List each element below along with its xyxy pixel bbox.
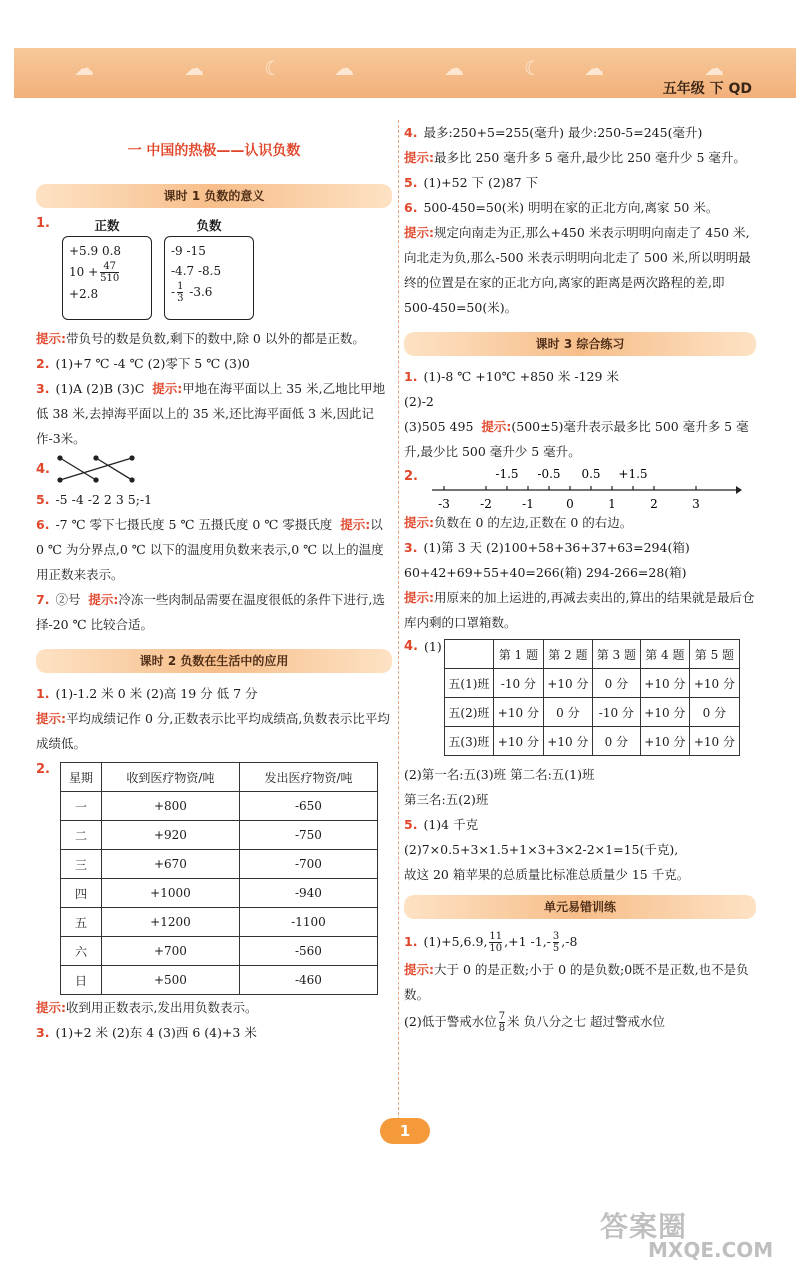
question-c1: 1. (1)-8 ℃ +10℃ +850 米 -129 米: [404, 369, 619, 384]
question-3: 3. (1)A (2)B (3)C 提示:甲地在海平面以上 35 米,乙地比甲地低 38 米,去掉海平面以上的 35 米,还比海平面低 3 米,因此记作-3米。: [36, 381, 386, 446]
point-label: 0.5: [581, 467, 601, 481]
table-cell: +10 分: [494, 727, 544, 756]
section-header: 单元易错训练: [404, 895, 756, 919]
table-cell: 日: [60, 966, 101, 995]
tick-label: -2: [480, 497, 492, 510]
negative-box: -9 -15 -4.7 -8.5 - $\frac{1}{3}$ -3.6: [164, 236, 254, 320]
tip: 提示:收到用正数表示,发出用负数表示。: [36, 1000, 258, 1015]
question-5: 5. -5 -4 -2 2 3 5;-1: [36, 492, 153, 507]
matching-diagram: [56, 454, 136, 484]
table-row: [60, 879, 377, 908]
question-2-2: 2. 星期 收到医疗物资/吨 发出医疗物资/吨 一 +800 -650 二 +920 -750 三 +670 -700 四 +1000 -940 五 +1200 -1100 六 +700 -560 日 +500 -460: [36, 762, 392, 995]
fraction: $\frac{7}{8}$: [498, 1011, 506, 1034]
table-cell: -650: [239, 792, 377, 821]
section-header: 课时 1 负数的意义: [36, 184, 392, 208]
tip: 提示:平均成绩记作 0 分,正数表示比平均成绩高,负数表示比平均成绩低。: [36, 711, 390, 751]
table-header-cell: 发出医疗物资/吨: [239, 763, 377, 792]
table-row: [60, 937, 377, 966]
positive-box: +5.9 0.8 10 + $\frac{47}{510}$ +2.8: [62, 236, 152, 320]
question-c3: 3. (1)第 3 天 (2)100+58+36+37+63=294(箱): [404, 540, 690, 555]
tip: 提示:负数在 0 的左边,正数在 0 的右边。: [404, 515, 633, 530]
table-header-cell: 星期: [60, 763, 101, 792]
tip: 提示:大于 0 的是正数;小于 0 的是负数;0既不是正数,也不是负数。: [404, 962, 749, 1002]
question-e1: 1. (1)+5,6.9, $\frac{11}{10}$ ,+1 -1,- $\frac{3}{5}$ ,-8: [404, 931, 578, 954]
question-2-1: 1. (1)-1.2 米 0 米 (2)高 19 分 低 7 分: [36, 686, 258, 701]
table-cell: 三: [60, 850, 101, 879]
table-cell: 0 分: [543, 698, 593, 727]
arrow-icon: [736, 486, 742, 494]
cloud-icon: ☁: [444, 56, 464, 80]
tick-label: -1: [522, 497, 534, 510]
question-2: 2. (1)+7 ℃ -4 ℃ (2)零下 5 ℃ (3)0: [36, 356, 250, 371]
table-cell: -1100: [239, 908, 377, 937]
cloud-icon: ☁: [74, 56, 94, 80]
table-cell: +700: [101, 937, 239, 966]
point-label: -1.5: [495, 467, 519, 481]
table-header-cell: 第 3 题: [593, 640, 640, 669]
table-cell: +1000: [101, 879, 239, 908]
question-c2: 2. -3 -2 -1 0 1 2 3 -1.5 -0.5 0.5 +1.5: [404, 464, 756, 510]
score-table: [444, 639, 740, 756]
cloud-icon: ☁: [184, 56, 204, 80]
table-header-cell: 收到医疗物资/吨: [101, 763, 239, 792]
table-cell: +800: [101, 792, 239, 821]
table-cell: -700: [239, 850, 377, 879]
cloud-icon: ☁: [704, 56, 724, 80]
table-cell: +10 分: [640, 669, 690, 698]
moon-icon: ☾: [524, 56, 542, 80]
grade-label: 五年级 下 QD: [662, 81, 752, 97]
negative-title: 负数: [196, 218, 222, 233]
table-cell: 0 分: [690, 698, 740, 727]
table-cell: +10 分: [543, 669, 593, 698]
cloud-icon: ☁: [334, 56, 354, 80]
tick-label: 0: [566, 497, 574, 510]
left-column: [36, 120, 392, 1045]
point-label: +1.5: [618, 467, 648, 481]
table-row: [444, 727, 739, 756]
tick-label: -3: [438, 497, 450, 510]
table-header-cell: 第 1 题: [494, 640, 544, 669]
table-cell: +10 分: [640, 727, 690, 756]
table-cell: 五(2)班: [444, 698, 493, 727]
question-r5: 5. (1)+52 下 (2)87 下: [404, 175, 539, 190]
table-header-cell: [444, 640, 493, 669]
moon-icon: ☾: [264, 56, 282, 80]
question-r6: 6. 500-450=50(米) 明明在家的正北方向,离家 50 米。: [404, 200, 719, 215]
table-row: [60, 850, 377, 879]
tick-label: 2: [650, 497, 658, 510]
table-cell: -10 分: [494, 669, 544, 698]
table-cell: 0 分: [593, 669, 640, 698]
right-column: 4. 最多:250+5=255(毫升) 最少:250-5=245(毫升) 提示:最多比 250 毫升多 5 毫升,最少比 250 毫升少 5 毫升。 5. (1)+52 下 (2)87 下 6. 500-450=50(米) 明明在家的正北方向,离家 50 米。 提示:规定向南走为正,那么+450 米表示明明向南走了 450 米,向北走为负,那么-500 米表示明明向北走了 500 米,所以明明最终的位置是在家的正北方向,离家的距离是两次路程的差,即 500-450=50(米)。 课时 3 综合练习 1. (1)-8 ℃ +10℃ +850 米 -129 米 (2)-2 (3)505 495 提示:(500±5)毫升表示最多比 500 毫升多 5 毫升,最少比 500 毫升少 5 毫升。 2. -3 -2 -1 0 1 2 3 -1.5 -0.5 0.5 +1.5 提示:负数在 0 的左边,正数在 0 的右边。 3. (1)第 3 天 (2)100+58+36+37+63=294(箱) 60+42+69+55+40=266(箱) 294-266=28(箱) 提示:用原来的加上运进的,再减去卖出的,算出的结果就是最后仓库内剩的口罩箱数。 4. (1) 第 1 题 第 2 题 第 3 题 第 4 题 第 5 题 五(1)班 -10 分 +10 分 0 分 +10 分 +10 分 五(2)班 +10 分 0 分 -10 分 +10 分 0 分 五(3)班 +10 分 +10 分 0 分 +10 分 +10 分 (2)第一名:五(3)班 第二名:五(1)班 第三名:五(2)班 5. (1)4 千克 (2)7×0.5+3×1.5+1×3+3×2-2×1=15(千克), 故这 20 箱苹果的总质量比标准总质量少 15 千克。 单元易错训练 1. (1)+5,6.9, $\frac{11}{10}$ ,+1 -1,- $\frac{3}{5}$ ,-8 提示:大于 0 的是正数;小于 0 的是负数;0既不是正数,也不是负数。 (2)低于警戒水位 $\frac{7}{8}$ 米 负八分之七 超过警戒水位: [404, 120, 756, 1037]
watermark-url: MXQE.COM: [648, 1238, 774, 1262]
section-header: 课时 3 综合练习: [404, 332, 756, 356]
column-divider: [398, 120, 399, 1140]
table-cell: -460: [239, 966, 377, 995]
question-6: 6. -7 ℃ 零下七摄氏度 5 ℃ 五摄氏度 0 ℃ 零摄氏度 提示:以 0 ℃ 为分界点,0 ℃ 以下的温度用负数来表示,0 ℃ 以上的温度用正数来表示。: [36, 517, 384, 582]
table-cell: 五(1)班: [444, 669, 493, 698]
table-cell: -10 分: [593, 698, 640, 727]
table-header-cell: 第 2 题: [543, 640, 593, 669]
unit-title: 一 中国的热极——认识负数: [127, 143, 301, 159]
tip: 提示:规定向南走为正,那么+450 米表示明明向南走了 450 米,向北走为负,那么-500 米表示明明向北走了 500 米,所以明明最终的位置是在家的正北方向,离家的距离是两次路程的差,即 500-450=50(米)。: [404, 225, 751, 315]
point-label: -0.5: [537, 467, 561, 481]
table-cell: +920: [101, 821, 239, 850]
table-cell: 一: [60, 792, 101, 821]
table-row: [60, 792, 377, 821]
number-line: [424, 464, 744, 510]
section-header: 课时 2 负数在生活中的应用: [36, 649, 392, 673]
table-cell: +670: [101, 850, 239, 879]
table-cell: 二: [60, 821, 101, 850]
cloud-icon: ☁: [584, 56, 604, 80]
table-cell: 0 分: [593, 727, 640, 756]
table-cell: 六: [60, 937, 101, 966]
table-cell: -560: [239, 937, 377, 966]
positive-title: 正数: [94, 218, 120, 233]
tick-label: 3: [692, 497, 700, 510]
page-number: 1: [380, 1118, 430, 1144]
table-cell: -940: [239, 879, 377, 908]
fraction: $\frac{11}{10}$: [489, 931, 503, 954]
question-2-3: 3. (1)+2 米 (2)东 4 (3)西 6 (4)+3 米: [36, 1025, 257, 1040]
table-header-cell: 第 4 题: [640, 640, 690, 669]
question-r4: 4. 最多:250+5=255(毫升) 最少:250-5=245(毫升): [404, 125, 703, 140]
tip: 提示:最多比 250 毫升多 5 毫升,最少比 250 毫升少 5 毫升。: [404, 150, 746, 165]
fraction: $\frac{47}{510}$: [100, 261, 120, 284]
fraction: $\frac{3}{5}$: [552, 931, 560, 954]
table-row: [60, 966, 377, 995]
question-4: 4.: [36, 451, 392, 487]
table-cell: +10 分: [640, 698, 690, 727]
table-cell: 五: [60, 908, 101, 937]
table-cell: +10 分: [494, 698, 544, 727]
question-c4: 4. (1) 第 1 题 第 2 题 第 3 题 第 4 题 第 5 题 五(1)班 -10 分 +10 分 0 分 +10 分 +10 分 五(2)班 +10 分 0 分 -10 分 +10 分 0 分 五(3)班 +10 分 +10 分 0 分 +10 分 +10 分: [404, 639, 756, 756]
table-cell: 四: [60, 879, 101, 908]
table-row: [444, 698, 739, 727]
tip: 提示:用原来的加上运进的,再减去卖出的,算出的结果就是最后仓库内剩的口罩箱数。: [404, 590, 755, 630]
table-row: [60, 821, 377, 850]
table-cell: 五(3)班: [444, 727, 493, 756]
tip: 提示:带负号的数是负数,剩下的数中,除 0 以外的都是正数。: [36, 331, 365, 346]
question-1: [36, 216, 392, 320]
question-c5: 5. (1)4 千克: [404, 817, 479, 832]
table-cell: +10 分: [690, 727, 740, 756]
table-cell: +10 分: [690, 669, 740, 698]
fraction: $\frac{1}{3}$: [177, 281, 184, 304]
table-header-cell: 第 5 题: [690, 640, 740, 669]
supplies-table: [60, 762, 378, 995]
question-number: 1.: [36, 216, 50, 231]
watermark-logo: 答案圈: [600, 1210, 688, 1243]
table-row: [444, 669, 739, 698]
table-cell: +1200: [101, 908, 239, 937]
tick-label: 1: [608, 497, 616, 510]
table-cell: +500: [101, 966, 239, 995]
table-cell: +10 分: [543, 727, 593, 756]
table-cell: -750: [239, 821, 377, 850]
table-row: [60, 908, 377, 937]
question-7: 7. ②号 提示:冷冻一些肉制品需要在温度很低的条件下进行,选择-20 ℃ 比较合适。: [36, 592, 385, 632]
